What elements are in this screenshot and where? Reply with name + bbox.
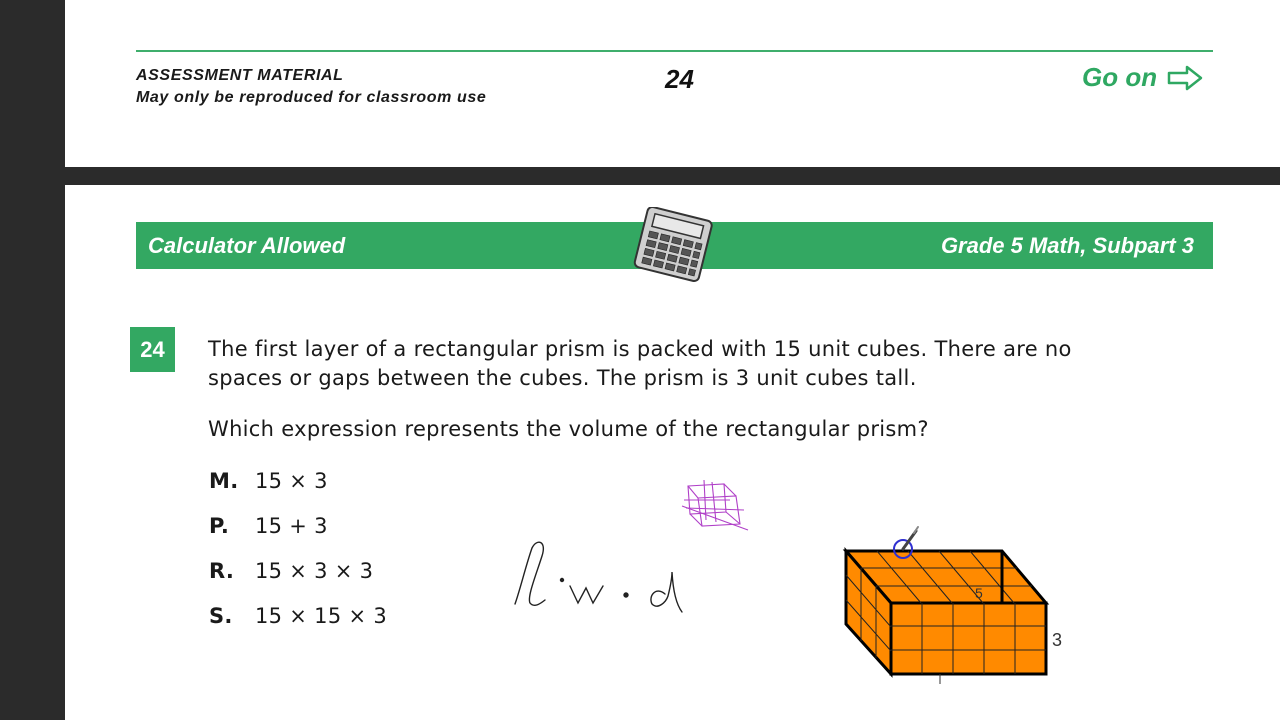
handwriting-lwd — [515, 542, 682, 612]
go-on-label: Go on — [1082, 62, 1158, 92]
cube-sketch-scribble — [682, 480, 748, 530]
choice-text: 15 + 3 — [255, 514, 328, 538]
choice-text: 15 × 15 × 3 — [255, 604, 387, 628]
prism-label-5: 5 — [975, 585, 983, 601]
question-number-badge: 24 — [130, 327, 175, 372]
page-number: 24 — [665, 64, 694, 94]
calculator-allowed-label: Calculator Allowed — [148, 233, 346, 258]
choice-letter: R. — [209, 559, 235, 583]
question-prompt: Which expression represents the volume of the rectangular prism? — [208, 417, 929, 441]
choice-letter: M. — [209, 469, 239, 493]
prism-label-3: 3 — [1052, 630, 1063, 650]
question-line-2: spaces or gaps between the cubes. The prism is 3 unit cubes tall. — [208, 366, 917, 390]
orange-prism-drawing — [846, 551, 1062, 684]
choice-text: 15 × 3 — [255, 469, 328, 493]
choice-letter: P. — [209, 514, 230, 538]
choice-text: 15 × 3 × 3 — [255, 559, 374, 583]
choice-letter: S. — [209, 604, 233, 628]
assessment-line-1: ASSESSMENT MATERIAL — [136, 67, 344, 84]
grade-subpart-label: Grade 5 Math, Subpart 3 — [940, 233, 1194, 258]
assessment-line-2: May only be reproduced for classroom use — [136, 89, 487, 106]
question-line-1: The first layer of a rectangular prism is packed with 15 unit cubes. There are no — [208, 337, 1072, 361]
